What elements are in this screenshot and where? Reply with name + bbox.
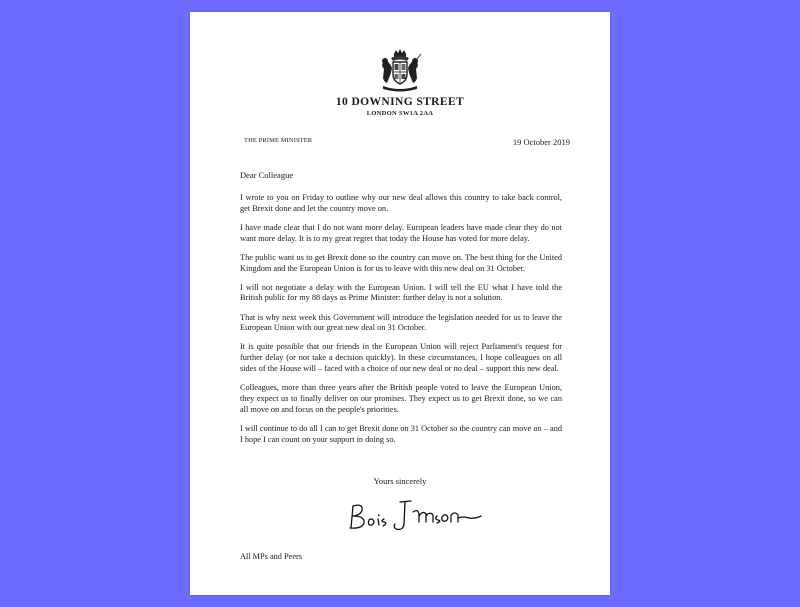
letter-page xyxy=(190,12,610,595)
letter-body xyxy=(240,193,562,454)
body-paragraph: That is why next week this Government will introduce the legislation needed for us to leave the European Union with our great new deal on 31 October. xyxy=(240,312,562,333)
letterhead-city: LONDON SW1A 2AA xyxy=(366,110,434,117)
body-paragraph: It is quite possible that our friends in the European Union will reject Parliament's request for further delay (or not take a decision quickly). In these circumstances, I hope colleagues on all sides of the House will – faced with a choice of our new deal or no deal – support this new deal. xyxy=(240,342,562,374)
body-paragraph: The public want us to get Brexit done so the country can move on. The best thing for the United Kingdom and the European Union is for us to leave with this new deal on 31 October. xyxy=(240,252,562,273)
closing: Yours sincerely xyxy=(373,476,427,486)
body-paragraph: Colleagues, more than three years after the British people voted to leave the European Union, they expect us to finally deliver on our promises. They expect us to get Brexit done, so we can all move on and focus on the people's priorities. xyxy=(240,383,562,414)
letter-date: 19 October 2019 xyxy=(512,137,570,147)
letterhead-address xyxy=(190,96,610,118)
royal-coat-of-arms-icon xyxy=(377,48,423,92)
salutation: Dear Colleague xyxy=(240,170,294,180)
letterhead-street: 10 DOWNING STREET xyxy=(335,96,465,108)
signature xyxy=(345,494,490,536)
body-paragraph: I will continue to do all I can to get Brexit done on 31 October so the country can move on – and I hope I can count on your support in doing so. xyxy=(240,423,562,444)
recipients: All MPs and Peers xyxy=(240,552,302,561)
body-paragraph: I have made clear that I do not want more delay. European leaders have made clear they do not want more delay. It is to my great regret that today the House has voted for more delay. xyxy=(240,222,562,243)
sender-title: THE PRIME MINISTER xyxy=(244,137,313,144)
body-paragraph: I wrote to you on Friday to outline why our new deal allows this country to take back control, get Brexit done and let the country move on. xyxy=(240,193,562,213)
body-paragraph: I will not negotiate a delay with the European Union. I will tell the EU what I have told the British public for my 88 days as Prime Minister: further delay is not a solution. xyxy=(240,282,562,303)
